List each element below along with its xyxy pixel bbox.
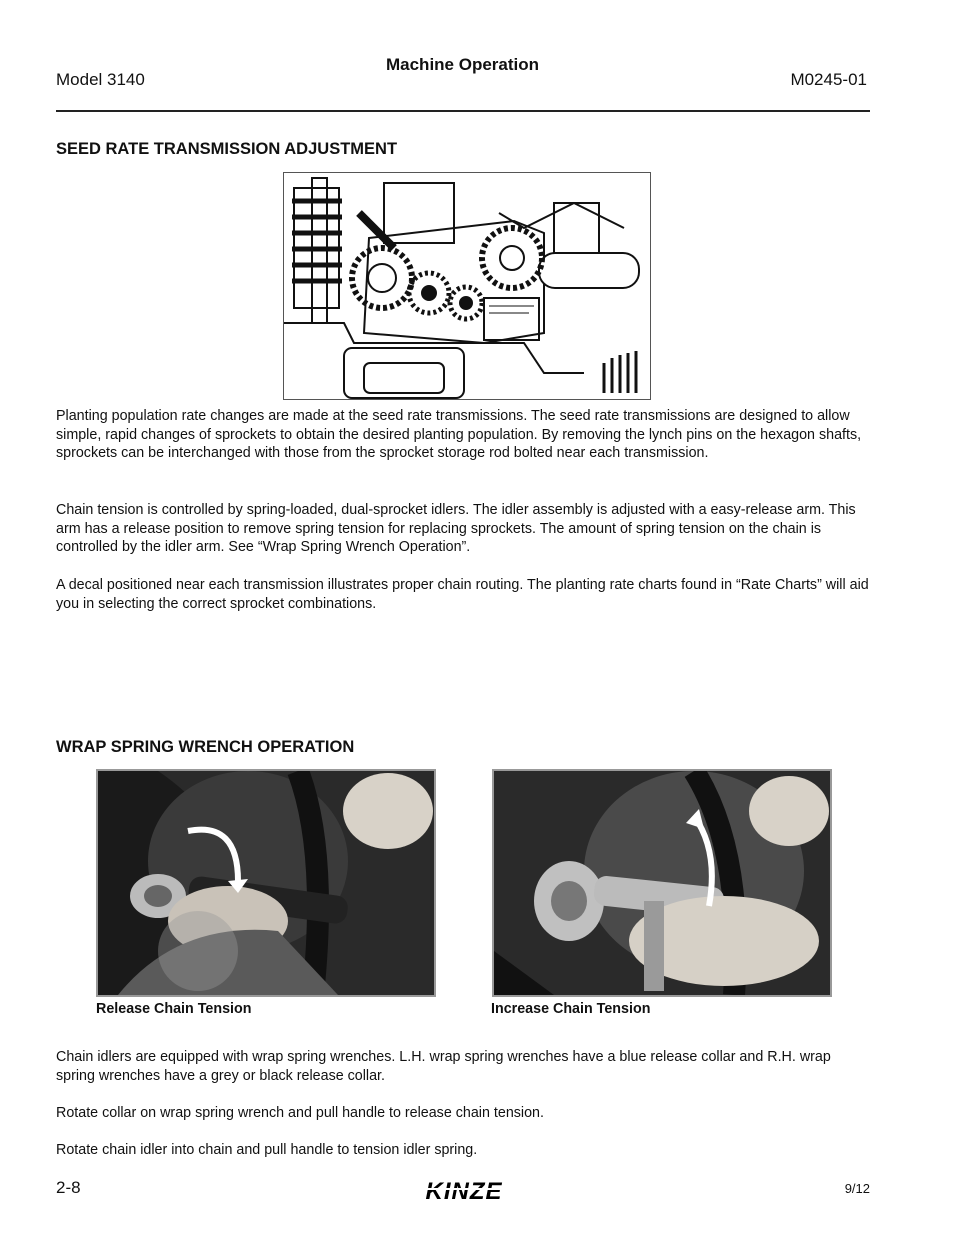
paragraph-wrap-spring-3: Rotate chain idler into chain and pull handle to tension idler spring. bbox=[56, 1142, 478, 1158]
paragraph-transmission-1: Planting population rate changes are made at the seed rate transmissions. The seed rate transmissions are designed to allow simple, rapid changes of sprockets to obtain the desired planting population. By removing the lynch pins on the hexagon shafts, sprockets can be interchanged with those from the sprocket storage rod bolted near each transmission. bbox=[56, 408, 862, 462]
kinze-logo-mark bbox=[404, 1177, 524, 1205]
transmission-diagram bbox=[283, 172, 651, 400]
transmission-illustration bbox=[284, 173, 650, 399]
header-section-title: Machine Operation bbox=[385, 55, 540, 74]
caption-increase-chain-tension: Increase Chain Tension bbox=[491, 1001, 651, 1017]
increase-photo-illustration bbox=[494, 771, 830, 995]
section-heading-wrap-spring: WRAP SPRING WRENCH OPERATION bbox=[56, 738, 355, 756]
header-model: Model 3140 bbox=[56, 70, 145, 89]
paragraph-transmission-3: A decal positioned near each transmission illustrates proper chain routing. The planting rate charts found in “Rate Charts” will aid you in selecting the correct sprocket combinations. bbox=[56, 577, 869, 612]
header-rule bbox=[56, 110, 870, 112]
photo-increase-chain-tension bbox=[492, 769, 832, 997]
footer-page-number: 2-8 bbox=[56, 1178, 81, 1197]
kinze-logo bbox=[404, 1177, 524, 1205]
release-photo-illustration bbox=[98, 771, 434, 995]
footer-date: 9/12 bbox=[844, 1181, 870, 1196]
svg-text:KINZE: KINZE bbox=[425, 1178, 503, 1205]
paragraph-wrap-spring-1: Chain idlers are equipped with wrap spring wrenches. L.H. wrap spring wrenches have a blue release collar and R.H. wrap spring wrenches have a grey or black release collar. bbox=[56, 1049, 831, 1084]
paragraph-wrap-spring-2: Rotate collar on wrap spring wrench and pull handle to release chain tension. bbox=[56, 1105, 544, 1121]
header-doc-number: M0245-01 bbox=[790, 70, 867, 89]
paragraph-transmission-2: Chain tension is controlled by spring-loaded, dual-sprocket idlers. The idler assembly is adjusted with a easy-release arm. This arm has a release position to remove spring tension for replacing sprockets. The amount of spring tension on the chain is controlled by the idler arm. See “Wrap Spring Wrench Operation”. bbox=[56, 502, 856, 556]
photo-release-chain-tension bbox=[96, 769, 436, 997]
section-heading-transmission: SEED RATE TRANSMISSION ADJUSTMENT bbox=[56, 140, 398, 158]
caption-release-chain-tension: Release Chain Tension bbox=[96, 1001, 252, 1017]
